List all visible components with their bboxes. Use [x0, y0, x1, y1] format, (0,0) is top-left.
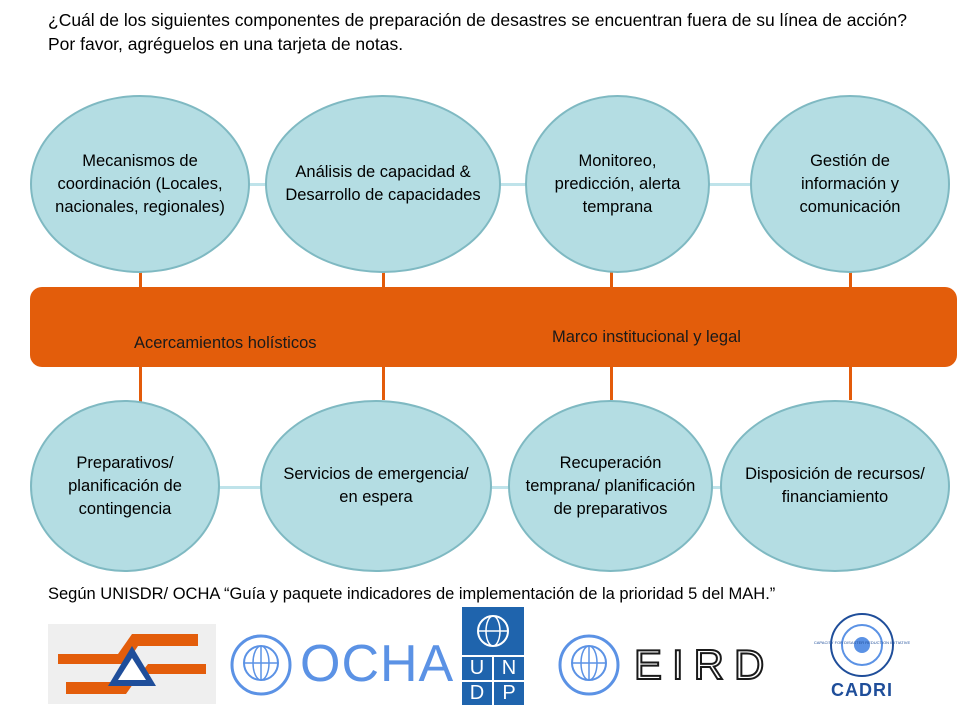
framework-bar: [30, 287, 957, 367]
cadri-logo: [812, 610, 912, 702]
connector-v-bottom-1: [139, 365, 142, 405]
component-monitoring: Monitoreo, predicción, alerta temprana: [525, 95, 710, 273]
undp-logo: [462, 607, 524, 705]
cadri-wordmark: CADRI: [831, 680, 893, 700]
undp-letter: D: [462, 682, 492, 705]
undp-globe-icon: [473, 611, 513, 651]
component-coordination: Mecanismos de coordinación (Locales, nacionales, regionales): [30, 95, 250, 273]
undp-letter: P: [494, 682, 524, 705]
component-contingency: Preparativos/ planificación de contingencia: [30, 400, 220, 572]
bar-label-institutional: Marco institucional y legal: [552, 328, 741, 346]
ocha-wordmark: OCHA: [300, 635, 455, 693]
connector-v-bottom-3: [610, 365, 613, 400]
un-emblem-icon: [556, 632, 622, 698]
eird-logo: [556, 632, 775, 698]
civil-protection-logo: [48, 624, 216, 704]
component-capacity-analysis: Análisis de capacidad & Desarrollo de capacidades: [265, 95, 501, 273]
ocha-logo: [228, 630, 455, 700]
component-emergency-services: Servicios de emergencia/ en espera: [260, 400, 492, 572]
component-early-recovery: Recuperación temprana/ planificación de preparativos: [508, 400, 713, 572]
question-text: ¿Cuál de los siguientes componentes de preparación de desastres se encuentran fuera de su línea de acción? Por favor, agréguelos en una tarjeta de notas.: [48, 10, 908, 54]
eird-wordmark: EIRD: [634, 641, 775, 688]
undp-letter: N: [494, 657, 524, 680]
connector-v-bottom-2: [382, 365, 385, 400]
undp-letter: U: [462, 657, 492, 680]
component-resources: Disposición de recursos/ financiamiento: [720, 400, 950, 572]
bar-label-holistic: Acercamientos holísticos: [134, 334, 317, 352]
connector-v-bottom-4: [849, 365, 852, 400]
cadri-ring-text: CAPACITY FOR DISASTER REDUCTION INITIATIVE: [813, 640, 911, 645]
un-emblem-icon: [228, 632, 294, 698]
civil-protection-emblem-icon: [48, 624, 216, 704]
source-citation: Según UNISDR/ OCHA “Guía y paquete indicadores de implementación de la prioridad 5 del MAH.”: [48, 585, 776, 603]
component-information: Gestión de información y comunicación: [750, 95, 950, 273]
cadri-ring-icon: [827, 610, 897, 680]
